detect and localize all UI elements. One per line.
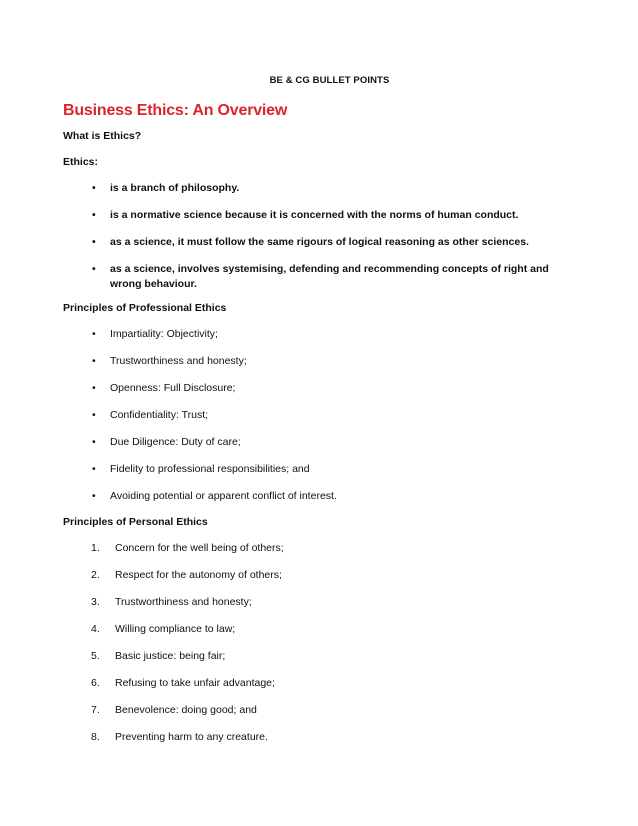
bullet-icon: • — [92, 236, 96, 248]
list-item: • is a branch of philosophy. — [92, 182, 240, 194]
bullet-icon: • — [92, 182, 96, 194]
document-title: Business Ethics: An Overview — [63, 102, 288, 119]
personal-ethics-list — [63, 541, 570, 745]
list-item: • Trustworthiness and honesty; — [92, 355, 247, 367]
ethics-list — [63, 181, 570, 292]
bullet-icon: • — [92, 436, 96, 448]
list-item: • as a science, involves systemising, defending and recommending concepts of right and wrong behaviour. — [92, 263, 549, 290]
professional-ethics-list — [63, 327, 570, 504]
bullet-icon: • — [92, 263, 96, 275]
bullet-icon: • — [92, 328, 96, 340]
list-item: 3. Trustworthiness and honesty; — [91, 596, 252, 608]
list-item: • is a normative science because it is concerned with the norms of human conduct. — [92, 209, 519, 221]
list-item: 8. Preventing harm to any creature. — [91, 731, 268, 743]
list-item: • Impartiality: Objectivity; — [92, 328, 218, 340]
list-item: • Confidentiality: Trust; — [92, 409, 209, 421]
list-item: 1. Concern for the well being of others; — [91, 542, 284, 554]
professional-ethics-heading: Principles of Professional Ethics — [63, 302, 227, 314]
bullet-icon: • — [92, 490, 96, 502]
list-item: 6. Refusing to take unfair advantage; — [91, 677, 275, 689]
bullet-icon: • — [92, 463, 96, 475]
ethics-label: Ethics: — [63, 156, 99, 168]
bullet-icon: • — [92, 355, 96, 367]
list-item: • Fidelity to professional responsibilities; and — [92, 463, 310, 475]
list-item: • Openness: Full Disclosure; — [92, 382, 236, 394]
list-item: 4. Willing compliance to law; — [91, 623, 236, 635]
list-item: 5. Basic justice: being fair; — [91, 650, 226, 662]
question-heading: What is Ethics? — [63, 130, 142, 142]
list-item: 2. Respect for the autonomy of others; — [91, 569, 282, 581]
personal-ethics-heading: Principles of Personal Ethics — [63, 516, 208, 528]
list-item: • as a science, it must follow the same rigours of logical reasoning as other sciences. — [92, 236, 529, 248]
list-item: 7. Benevolence: doing good; and — [91, 704, 257, 716]
list-item: • Due Diligence: Duty of care; — [92, 436, 241, 448]
list-item: • Avoiding potential or apparent conflict of interest. — [92, 490, 337, 502]
bullet-icon: • — [92, 409, 96, 421]
bullet-icon: • — [92, 382, 96, 394]
page-header: BE & CG BULLET POINTS — [269, 75, 390, 86]
bullet-icon: • — [92, 209, 96, 221]
